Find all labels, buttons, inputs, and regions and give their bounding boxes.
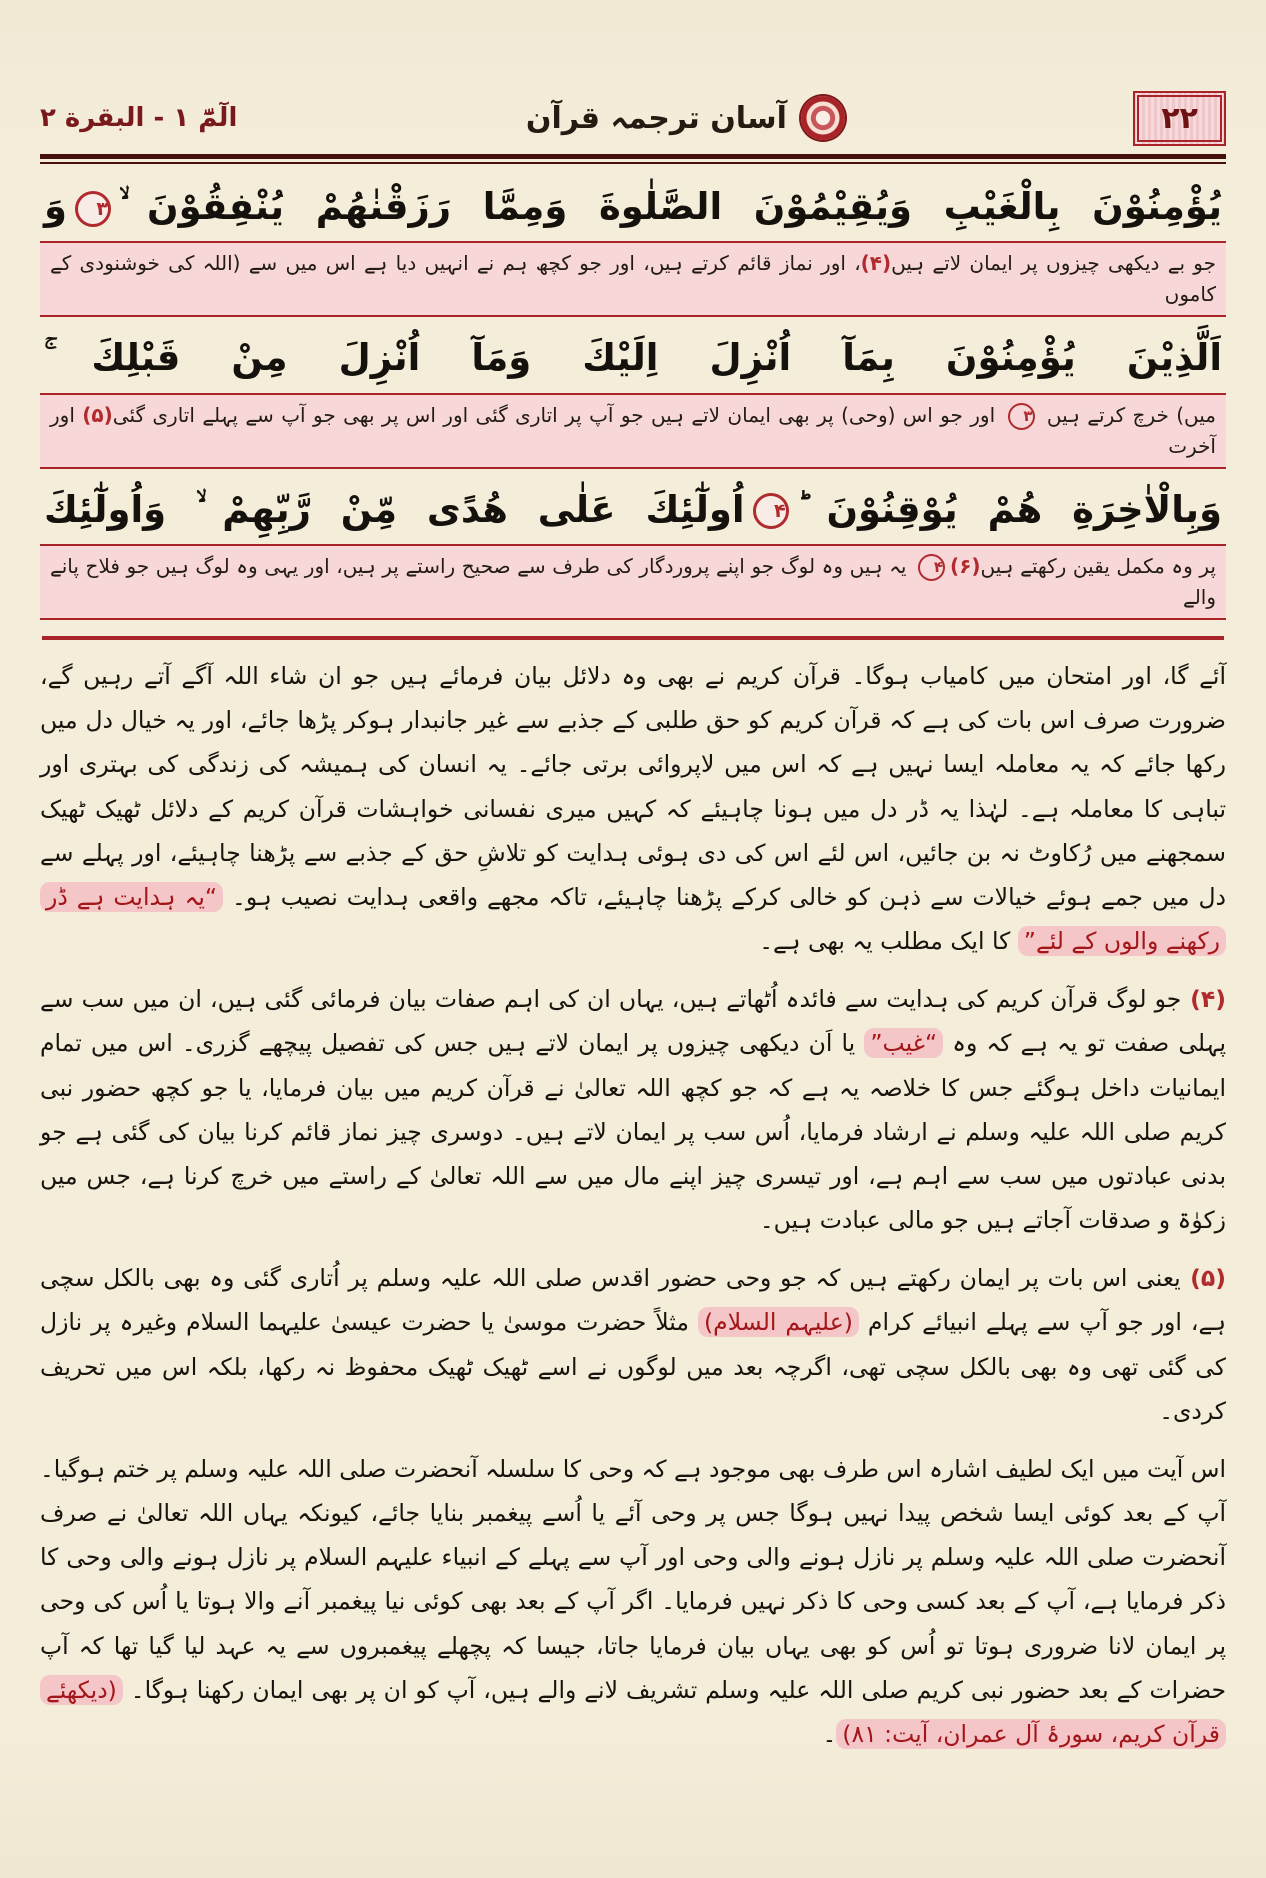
commentary-section — [40, 654, 1226, 1756]
translation-band — [40, 544, 1226, 620]
text-run: یعنی اس بات پر ایمان رکھتے ہیں کہ جو وحی حضور اقدس صلی اللہ علیہ وسلم پر اُتاری گئی وہ بھی بالکل سچی ہے، اور جو آپ سے پہلے انبیائے کرام — [40, 1264, 1227, 1337]
verses-section — [40, 170, 1226, 620]
text-run: اُولٰٓئِكَ عَلٰی هُدًی مِّنْ رَّبِّهِمْ ۙ وَاُولٰٓئِكَ — [44, 487, 745, 531]
text-run: جو بے دیکھی چیزوں پر ایمان لاتے ہیں — [891, 251, 1217, 276]
commentary-paragraph — [40, 977, 1226, 1242]
text-run: کا ایک مطلب یہ بھی ہے۔ — [759, 927, 1018, 956]
verse-number-badge: ۴ — [753, 493, 789, 529]
text-run: وَبِالْاٰخِرَةِ هُمْ يُوْقِنُوْنَ ؕ — [796, 487, 1222, 531]
text-run: يُؤْمِنُوْنَ بِالْغَيْبِ وَيُقِيْمُوْنَ الصَّلٰوةَ وَمِمَّا رَزَقْنٰهُمْ يُنْفِقُوْنَ ۙ — [119, 185, 1222, 228]
footnote-marker: (۵) — [1180, 1264, 1226, 1293]
text-run: یا اَن دیکھی چیزوں پر ایمان لاتے ہیں جس کی تفصیل پیچھے گزری۔ اس میں تمام ایمانیات داخل ہوگئے جس کا خلاصہ یہ ہے کہ جو کچھ اللہ تعالیٰ نے قرآن کریم میں بیان فرمایا، یا جو کچھ حضور نبی کریم صلی اللہ علیہ وسلم نے ارشاد فرمایا، اُس سب پر ایمان لاتے ہیں۔ دوسری چیز نماز قائم کرنا بیان کی گئی ہے جو بدنی عبادتوں میں سب سے اہم ہے، اور تیسری چیز اپنے مال میں سے اللہ تعالیٰ کے راستے میں خرچ کرنا ہے، جس میں زکوٰۃ و صدقات آجاتے ہیں جو مالی عبادت ہیں۔ — [40, 1029, 1226, 1235]
page-number: ٢٢ — [1133, 91, 1226, 146]
translation-band — [40, 393, 1226, 469]
highlighted-phrase: (علیہم السلام) — [698, 1307, 859, 1337]
highlighted-phrase: (دیکھئے قرآن کریم، سورۂ آل عمران، آیت: ۸۱) — [40, 1675, 1226, 1749]
verse-number-badge: ۳ — [75, 191, 111, 227]
arabic-verse-line — [40, 321, 1226, 392]
footnote-marker: (۶) — [950, 554, 981, 579]
commentary-paragraph — [40, 1256, 1226, 1433]
translation-band — [40, 241, 1226, 317]
footnote-marker: (۴) — [860, 251, 892, 276]
highlighted-phrase: “یہ ہدایت ہے ڈر رکھنے والوں کے لئے” — [40, 882, 1226, 956]
verse-block — [40, 170, 1226, 317]
highlighted-phrase: “غیب” — [864, 1028, 943, 1058]
footnote-marker: (۴) — [1181, 985, 1227, 1014]
header-divider — [40, 154, 1226, 164]
arabic-verse-line — [40, 170, 1226, 241]
commentary-divider — [42, 636, 1224, 640]
text-run: آئے گا، اور امتحان میں کامیاب ہوگا۔ قرآن کریم نے بھی وہ دلائل بیان فرمائے ہیں جو ان شاء اللہ آگے آتے رہیں گے، ضرورت صرف اس بات کی ہے کہ قرآن کریم کو حق طلبی کے جذبے سے غیر جانبدار ہوکر پڑھا جائے، اور یہ خیال دل میں رکھا جائے کہ یہ معاملہ ایسا نہیں ہے کہ اس میں لاپروائی برتی جائے۔ یہ انسان کی ہمیشہ کی زندگی کی بہتری اور تباہی کا معاملہ ہے۔ لہٰذا یہ ڈر دل میں ہونا چاہیئے کہ کہیں میری نفسانی خواہشات قرآن کریم کے دلائل ٹھیک ٹھیک سمجھنے میں رُکاوٹ نہ بن جائیں، اس لئے اس کی دی ہوئی ہدایت کو تلاشِ حق کے جذبے سے پڑھنا چاہیئے، اور پہلے سے دل میں جمے ہوئے خیالات سے ذہن کو خالی کرکے پڑھنا چاہیئے، تاکہ مجھے واقعی ہدایت نصیب ہو۔ — [40, 662, 1227, 911]
verse-number-badge: ۳ — [1008, 403, 1035, 430]
footnote-marker: (۵) — [82, 402, 113, 427]
text-run: پر وہ مکمل یقین رکھتے ہیں — [980, 554, 1216, 579]
text-run: یہ ہیں وہ لوگ جو اپنے پروردگار کی طرف سے صحیح راستے پر ہیں، اور یہی وہ لوگ ہیں جو فلاح پانے والے — [50, 554, 1216, 610]
book-title: آسان ترجمہ قرآن — [525, 100, 787, 136]
text-run: اَلَّذِيْنَ يُؤْمِنُوْنَ بِمَآ اُنْزِلَ اِلَيْكَ وَمَآ اُنْزِلَ مِنْ قَبْلِكَ ۚ — [44, 336, 1222, 380]
verse-block — [40, 321, 1226, 468]
surah-label: الٓمّٓ ۱ - البقرة ۲ — [40, 103, 238, 133]
text-run: اور جو اس (وحی) پر بھی ایمان لاتے ہیں جو آپ پر اتاری گئی اور اس پر بھی جو آپ سے پہلے اتاری گئی — [112, 402, 1003, 427]
publisher-emblem-icon — [801, 96, 845, 140]
commentary-paragraph — [40, 1447, 1226, 1756]
text-run: اور آخرت — [50, 402, 1216, 458]
text-run: اس آیت میں ایک لطیف اشارہ اس طرف بھی موجود ہے کہ وحی کا سلسلہ آنحضرت صلی اللہ علیہ وسلم پر ختم ہوگیا۔ آپ کے بعد کوئی ایسا شخص پیدا نہیں ہوگا جس پر وحی آئے یا اُسے پیغمبر بنایا جائے، کیونکہ یہاں اللہ تعالیٰ نے صرف آنحضرت صلی اللہ علیہ وسلم پر نازل ہونے والی وحی اور آپ سے پہلے کے انبیاء علیہم السلام پر نازل ہونے والی وحی کا ذکر فرمایا ہے، آپ کے بعد کسی وحی کا ذکر نہیں فرمایا۔ اگر آپ کے بعد بھی کوئی نیا پیغمبر آنے والا ہوتا یا اُس کی وحی پر ایمان لانا ضروری ہوتا تو اُس کو بھی یہاں بیان فرمایا جاتا، جیسا کہ پچھلے پیغمبروں سے یہ عہد لیا گیا تھا کہ آپ حضرات کے بعد حضور نبی کریم صلی اللہ علیہ وسلم تشریف لانے والے ہیں، آپ کو ان پر بھی ایمان رکھنا ہوگا۔ — [40, 1454, 1226, 1704]
page-header — [40, 90, 1226, 146]
text-run: ۔ — [822, 1719, 837, 1748]
title-wrap — [526, 96, 845, 140]
text-run: مثلاً حضرت موسیٰ یا حضرت عیسیٰ علیہما السلام وغیرہ پر نازل کی گئی تھی وہ بھی بالکل سچی تھی، اگرچہ بعد میں لوگوں نے اسے ٹھیک ٹھیک محفوظ نہ رکھا، بلکہ اس میں تحریف کردی۔ — [40, 1308, 1226, 1425]
verse-block — [40, 473, 1226, 620]
text-run: وَ — [44, 185, 67, 228]
text-run: میں) خرچ کرتے ہیں — [1039, 402, 1217, 427]
arabic-verse-line — [40, 473, 1226, 544]
text-run: ، اور نماز قائم کرتے ہیں، اور جو کچھ ہم نے انہیں دیا ہے اس میں سے (اللہ کی خوشنودی کے کاموں — [50, 251, 1216, 307]
text-run: جو لوگ قرآن کریم کی ہدایت سے فائدہ اُٹھاتے ہیں، یہاں ان کی اہم صفات بیان فرمائی گئی ہیں، ان میں سب سے پہلی صفت تو یہ ہے کہ وہ — [40, 985, 1226, 1058]
verse-number-badge: ۴ — [918, 554, 945, 581]
commentary-paragraph — [40, 654, 1226, 963]
